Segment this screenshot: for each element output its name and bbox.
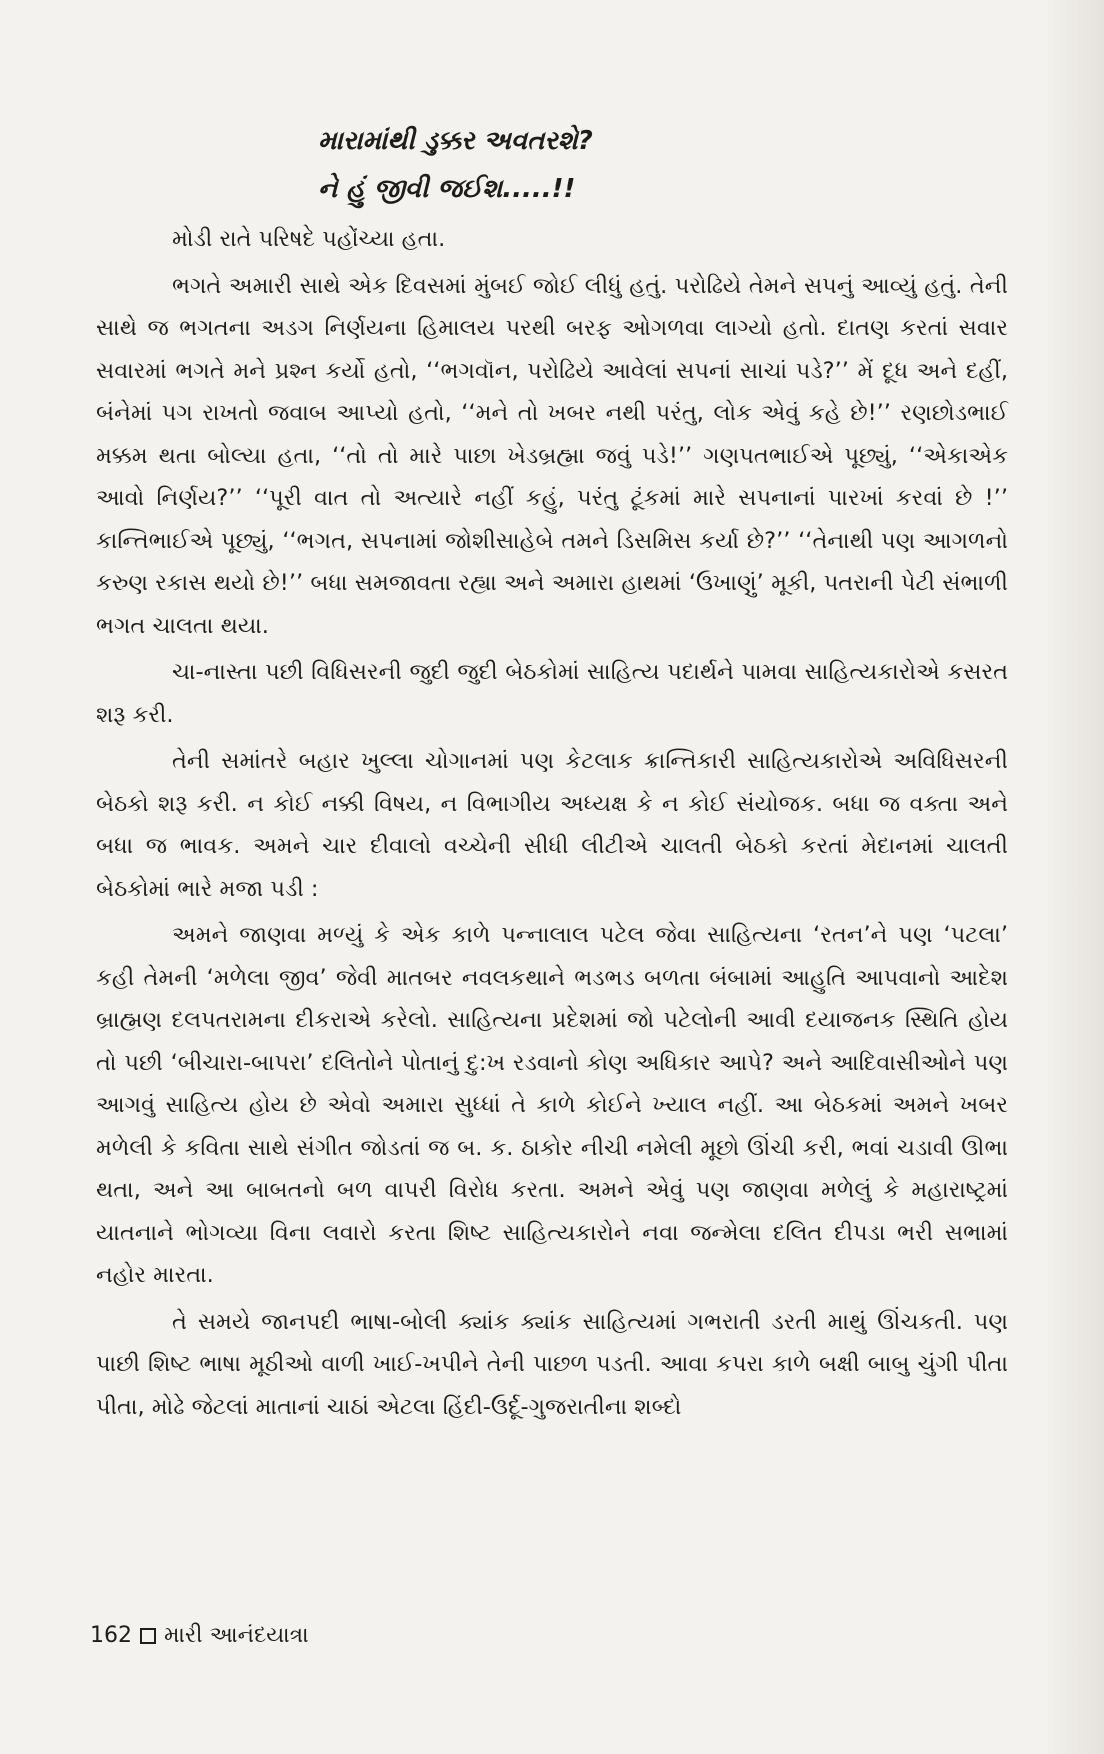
section-heading-line-2: ને હું જીવી જઈશ.....!!	[318, 174, 576, 204]
body-text	[96, 218, 1008, 1432]
page-footer	[90, 1622, 309, 1650]
paragraph: તેની સમાંતરે બહાર ખુલ્લા ચોગાનમાં પણ કેટલાક ક્રાન્તિકારી સાહિત્યકારોએ અવિધિસરની બેઠકો શરૂ કરી. ન કોઈ નક્કી વિષય, ન વિભાગીય અધ્યક્ષ કે ન કોઈ સંયોજક. બધા જ વક્તા અને બધા જ ભાવક. અમને ચાર દીવાલો વચ્ચેની સીધી લીટીએ ચાલતી બેઠકો કરતાં મેદાનમાં ચાલતી બેઠકોમાં ભારે મજા પડી :	[96, 748, 1008, 902]
running-title: મારી આનંદયાત્રા	[164, 1623, 309, 1648]
section-heading-line-1: મારામાંથી ડુક્કર અવતરશે?	[318, 126, 593, 156]
page-edge-shadow	[1044, 0, 1104, 1754]
paragraph: મોડી રાતે પરિષદે પહોંચ્યા હતા.	[172, 226, 446, 252]
paragraph: ચા-નાસ્તા પછી વિધિસરની જુદી જુદી બેઠકોમાં સાહિત્ય પદાર્થને પામવા સાહિત્યકારોએ કસરત શરૂ કરી.	[96, 659, 1008, 728]
paragraph: તે સમયે જાનપદી ભાષા-બોલી ક્યાંક ક્યાંક સાહિત્યમાં ગભરાતી ડરતી માથું ઊંચકતી. પણ પાછી શિષ્ટ ભાષા મૂઠીઓ વાળી ખાઈ-ખપીને તેની પાછળ પડતી. આવા કપરા કાળે બક્ષી બાબુ ચુંગી પીતા પીતા, મોઢે જેટલાં માતાનાં ચાઠાં એટલા હિંદી-ઉર્દૂ-ગુજરાતીના શબ્દો	[96, 1308, 1008, 1420]
paragraph: અમને જાણવા મળ્યું કે એક કાળે પન્નાલાલ પટેલ જેવા સાહિત્યના ‘રતન’ને પણ ‘પટલા’ કહી તેમની ‘મળેલા જીવ’ જેવી માતબર નવલકથાને ભડભડ બળતા બંબામાં આહુતિ આપવાનો આદેશ બ્રાહ્મણ દલપતરામના દીકરાએ કરેલો. સાહિત્યના પ્રદેશમાં જો પટેલોની આવી દયાજનક સ્થિતિ હોય તો પછી ‘બીચારા-બાપરા’ દલિતોને પોતાનું દુ:ખ રડવાનો કોણ અધિકાર આપે? અને આદિવાસીઓને પણ આગવું સાહિત્ય હોય છે એવો અમારા સુધ્ધાં તે કાળે કોઈને ખ્યાલ નહીં. આ બેઠકમાં અમને ખબર મળેલી કે કવિતા સાથે સંગીત જોડતાં જ બ. ક. ઠાકોર નીચી નમેલી મૂછો ઊંચી કરી, ભવાં ચડાવી ઊભા થતા, અને આ બાબતનો બળ વાપરી વિરોધ કરતા. અમને એવું પણ જાણવા મળેલું કે મહારાષ્ટ્રમાં યાતનાને ભોગવ્યા વિના લવારો કરતા શિષ્ટ સાહિત્યકારોને નવા જન્મેલા દલિત દીપડા ભરી સભામાં નહોર મારતા.	[96, 922, 1008, 1288]
square-separator-icon	[140, 1628, 156, 1644]
page-number: 162	[90, 1623, 132, 1648]
paragraph: ભગતે અમારી સાથે એક દિવસમાં મુંબઈ જોઈ લીધું હતું. પરોઢિયે તેમને સપનું આવ્યું હતું. તેની સાથે જ ભગતના અડગ નિર્ણયના હિમાલય પરથી બરફ ઓગળવા લાગ્યો હતો. દાતણ કરતાં સવાર સવારમાં ભગતે મને પ્રશ્ન કર્યો હતો, ‘‘ભગવૉન, પરોઢિયે આવેલાં સપનાં સાચાં પડે?’’ મેં દૂધ અને દહીં, બંનેમાં પગ રાખતો જવાબ આપ્યો હતો, ‘‘મને તો ખબર નથી પરંતુ, લોક એવું કહે છે!’’ રણછોડભાઈ મક્કમ થતા બોલ્યા હતા, ‘‘તો તો મારે પાછા ખેડબ્રહ્મા જવું પડે!’’ ગણપતભાઈએ પૂછ્યું, ‘‘એકાએક આવો નિર્ણય?’’ ‘‘પૂરી વાત તો અત્યારે નહીં કહું, પરંતુ ટૂંકમાં મારે સપનાનાં પારખાં કરવાં છે !’’ કાન્તિભાઈએ પૂછ્યું, ‘‘ભગત, સપનામાં જોશીસાહેબે તમને ડિસમિસ કર્યા છે?’’ ‘‘તેનાથી પણ આગળનો કરુણ રકાસ થયો છે!’’ બધા સમજાવતા રહ્યા અને અમારા હાથમાં ‘ઉખાણું’ મૂકી, પતરાની પેટી સંભાળી ભગત ચાલતા થયા.	[96, 272, 1008, 639]
